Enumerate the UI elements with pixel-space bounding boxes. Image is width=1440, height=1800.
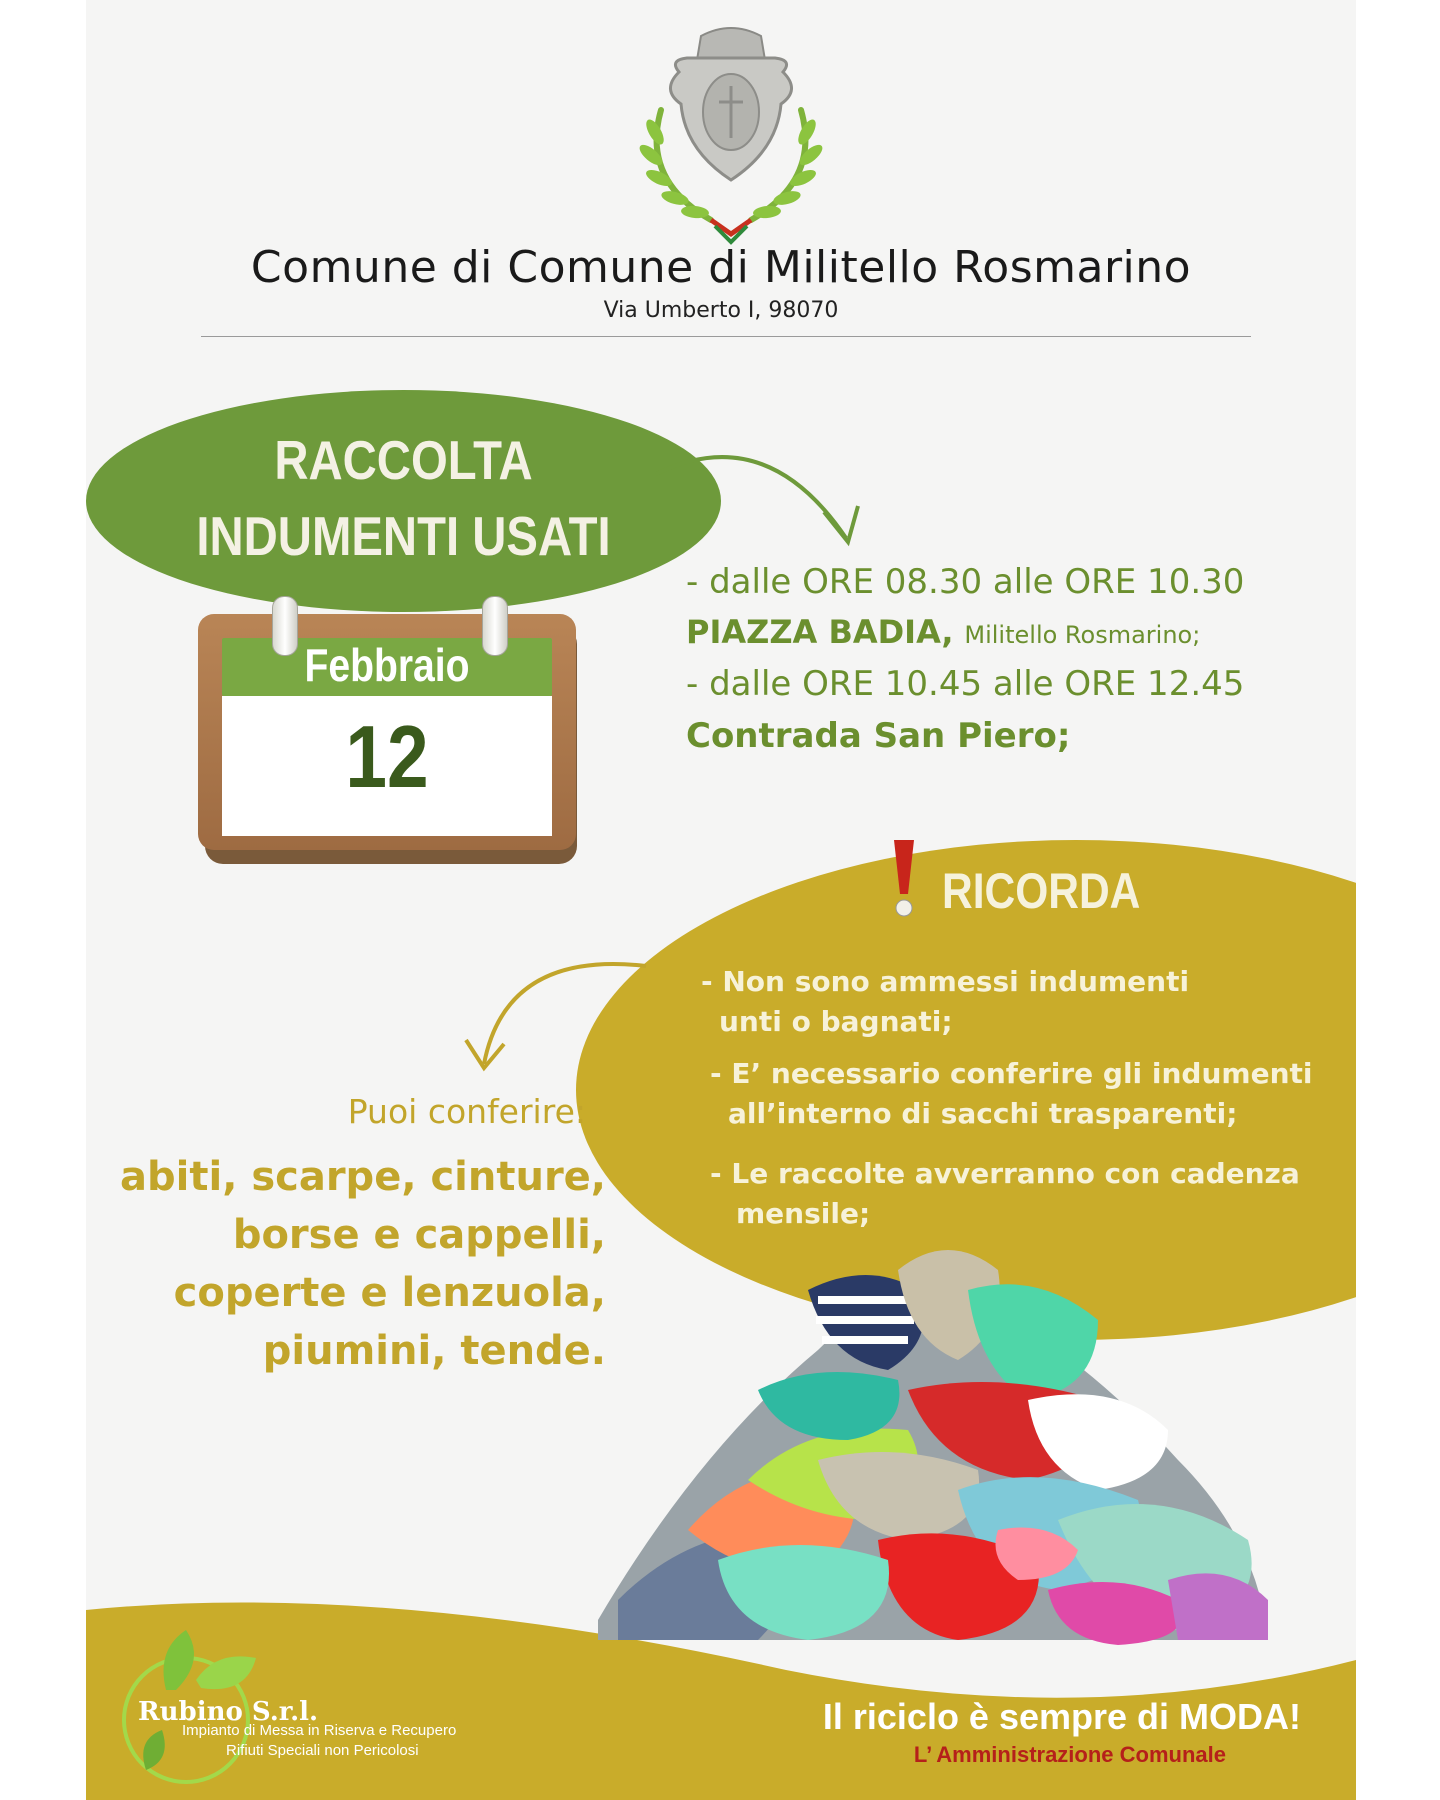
signature: L’ Amministrazione Comunale <box>913 1742 1226 1767</box>
reminder-note <box>710 1054 1312 1134</box>
poster <box>86 0 1356 1800</box>
accepted-label: Puoi conferire: <box>347 1092 586 1131</box>
schedule-slot1-town: Militello Rosmarino; <box>964 621 1201 649</box>
accepted-item-line: coperte e lenzuola, <box>173 1270 606 1316</box>
accepted-item-line: piumini, tende. <box>262 1328 606 1374</box>
event-title-badge <box>86 390 721 612</box>
exclamation-icon <box>888 838 920 920</box>
accepted-item-line: abiti, scarpe, cinture, <box>120 1154 606 1200</box>
slogan: Il riciclo è sempre di MODA! <box>822 1696 1301 1737</box>
company-description: Impianto di Messa in Riserva e Recupero <box>182 1722 457 1739</box>
reminder-note-line: mensile; <box>736 1197 871 1230</box>
reminder-heading: RICORDA <box>942 863 1141 919</box>
event-title-line1: RACCOLTA <box>274 429 533 491</box>
clothes-pile-image <box>578 1200 1278 1660</box>
reminder-note-line: - Le raccolte avverranno con cadenza <box>710 1157 1300 1190</box>
schedule-slot2-place: Contrada San Piero; <box>686 716 1071 756</box>
header-divider <box>201 336 1251 337</box>
company-description: Rifiuti Speciali non Pericolosi <box>226 1742 419 1759</box>
reminder-note-line: - Non sono ammessi indumenti <box>701 965 1190 998</box>
accepted-items <box>86 1148 606 1380</box>
schedule-slot1-place: PIAZZA BADIA, <box>686 613 954 651</box>
reminder-note <box>701 962 1189 1042</box>
calendar-month: Febbraio <box>304 639 470 691</box>
municipality-title: Comune di Comune di Militello Rosmarino <box>250 242 1192 293</box>
reminder-note-line: all’interno di sacchi trasparenti; <box>728 1097 1238 1130</box>
event-title-line2: INDUMENTI USATI <box>196 505 611 567</box>
schedule-slot2-time: - dalle ORE 10.45 alle ORE 12.45 <box>686 664 1245 704</box>
schedule-slot1-location <box>686 612 1200 652</box>
reminder-note-line: unti o bagnati; <box>719 1005 953 1038</box>
reminder-note-line: - E’ necessario conferire gli indumenti <box>710 1057 1313 1090</box>
coat-of-arms-icon <box>631 20 831 255</box>
municipality-address: Via Umberto I, 98070 <box>603 298 839 323</box>
company-name: Rubino S.r.l. <box>138 1697 319 1727</box>
accepted-item-line: borse e cappelli, <box>232 1212 606 1258</box>
schedule-slot1-time: - dalle ORE 08.30 alle ORE 10.30 <box>686 562 1245 602</box>
calendar-day: 12 <box>345 707 429 806</box>
